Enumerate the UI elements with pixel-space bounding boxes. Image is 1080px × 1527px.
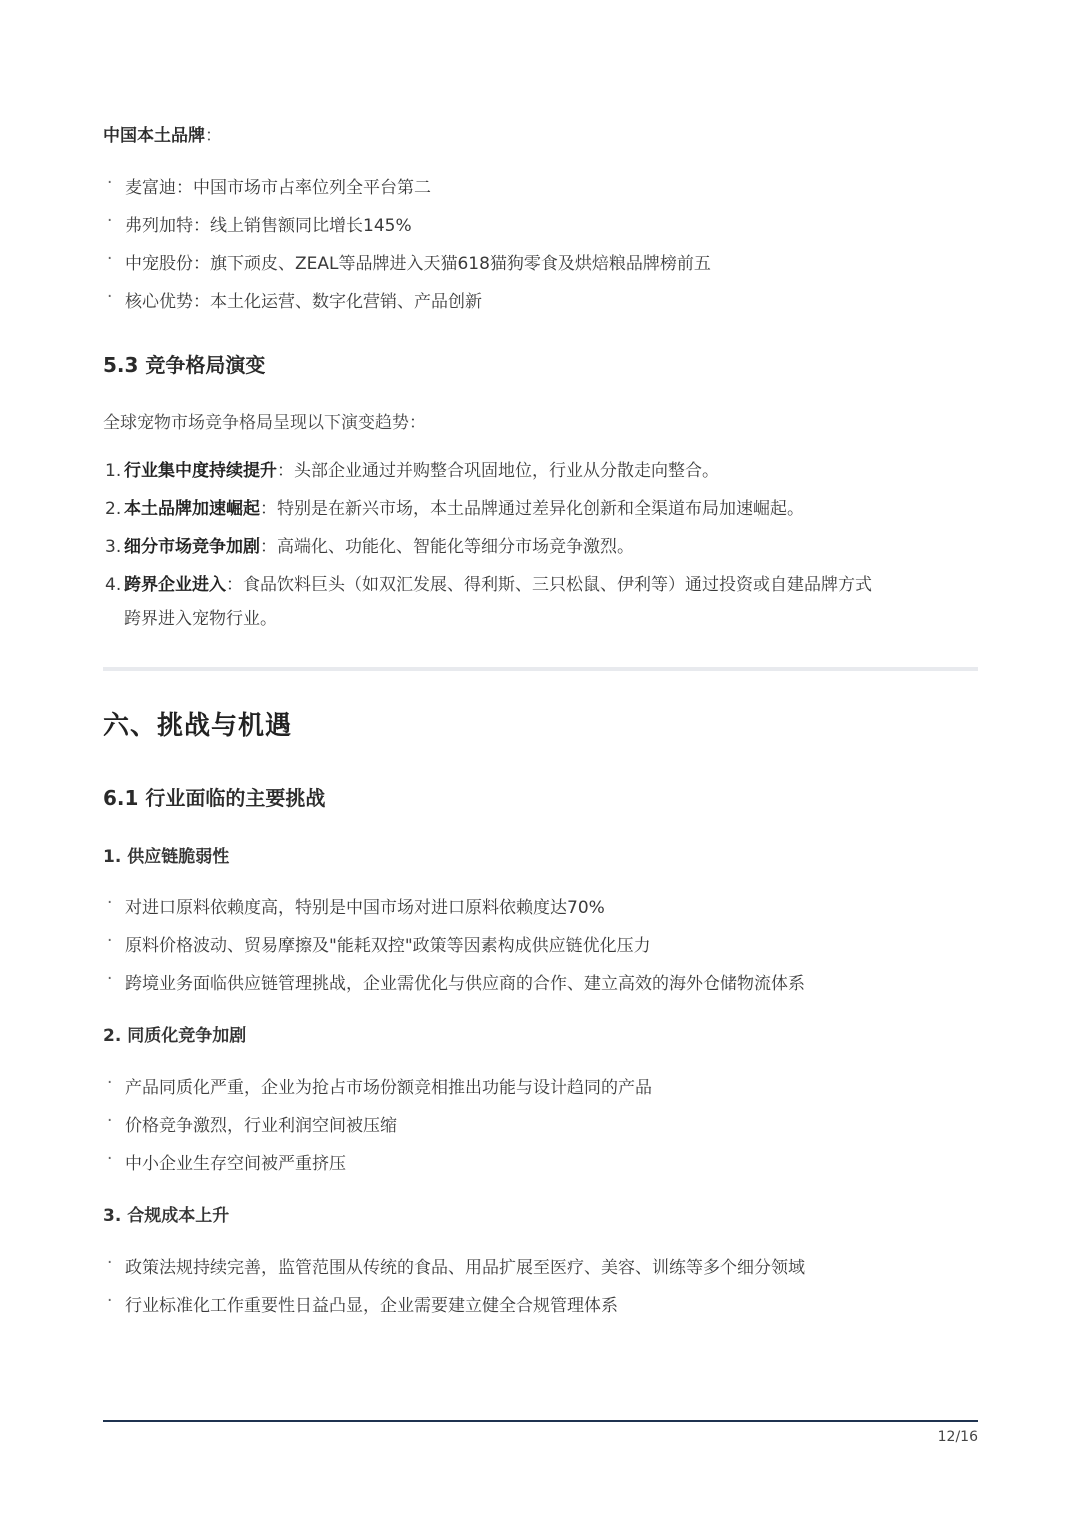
list-item: · 政策法规持续完善，监管范围从传统的食品、用品扩展至医疗、美容、训练等多个细分领域 bbox=[107, 1253, 805, 1278]
list-item: · 对进口原料依赖度高，特别是中国市场对进口原料依赖度达70% bbox=[107, 893, 605, 918]
footer-rule bbox=[103, 1420, 978, 1422]
list-item: · 弗列加特：线上销售额同比增长145% bbox=[107, 211, 412, 236]
numbered-item: 1. 行业集中度持续提升：头部企业通过并购整合巩固地位，行业从分散走向整合。 bbox=[105, 461, 719, 481]
numbered-item: 2. 本土品牌加速崛起：特别是在新兴市场，本土品牌通过差异化创新和全渠道布局加速崛起。 bbox=[105, 499, 804, 519]
page-number: 12/16 bbox=[937, 1429, 978, 1445]
section-intro: 全球宠物市场竞争格局呈现以下演变趋势： bbox=[103, 413, 426, 433]
section-heading-5-3: 5.3 竞争格局演变 bbox=[103, 353, 266, 377]
brands-heading: 中国本土品牌： bbox=[103, 126, 222, 146]
section-divider bbox=[103, 667, 978, 671]
numbered-item: 3. 细分市场竞争加剧：高端化、功能化、智能化等细分市场竞争激烈。 bbox=[105, 537, 634, 557]
list-item: · 麦富迪：中国市场市占率位列全平台第二 bbox=[107, 173, 431, 198]
list-item: · 产品同质化严重，企业为抢占市场份额竞相推出功能与设计趋同的产品 bbox=[107, 1073, 652, 1098]
numbered-item-continuation: 跨界进入宠物行业。 bbox=[124, 609, 277, 629]
list-item: · 中小企业生存空间被严重挤压 bbox=[107, 1149, 346, 1174]
list-item: · 中宠股份：旗下顽皮、ZEAL等品牌进入天猫618猫狗零食及烘焙粮品牌榜前五 bbox=[107, 249, 711, 274]
subsection-heading: 3. 合规成本上升 bbox=[103, 1206, 230, 1226]
list-item: · 原料价格波动、贸易摩擦及"能耗双控"政策等因素构成供应链优化压力 bbox=[107, 931, 651, 956]
document-page bbox=[103, 0, 978, 1527]
subsection-heading: 1. 供应链脆弱性 bbox=[103, 847, 230, 867]
list-item: · 行业标准化工作重要性日益凸显，企业需要建立健全合规管理体系 bbox=[107, 1291, 618, 1316]
numbered-item: 4. 跨界企业进入：食品饮料巨头（如双汇发展、得利斯、三只松鼠、伊利等）通过投资或自建品牌方式 bbox=[105, 575, 872, 595]
list-item: · 跨境业务面临供应链管理挑战，企业需优化与供应商的合作、建立高效的海外仓储物流体系 bbox=[107, 969, 805, 994]
section-heading-6-1: 6.1 行业面临的主要挑战 bbox=[103, 786, 326, 810]
list-item: · 核心优势：本土化运营、数字化营销、产品创新 bbox=[107, 287, 482, 312]
subsection-heading: 2. 同质化竞争加剧 bbox=[103, 1026, 247, 1046]
chapter-title: 六、挑战与机遇 bbox=[103, 711, 293, 741]
list-item: · 价格竞争激烈，行业利润空间被压缩 bbox=[107, 1111, 397, 1136]
